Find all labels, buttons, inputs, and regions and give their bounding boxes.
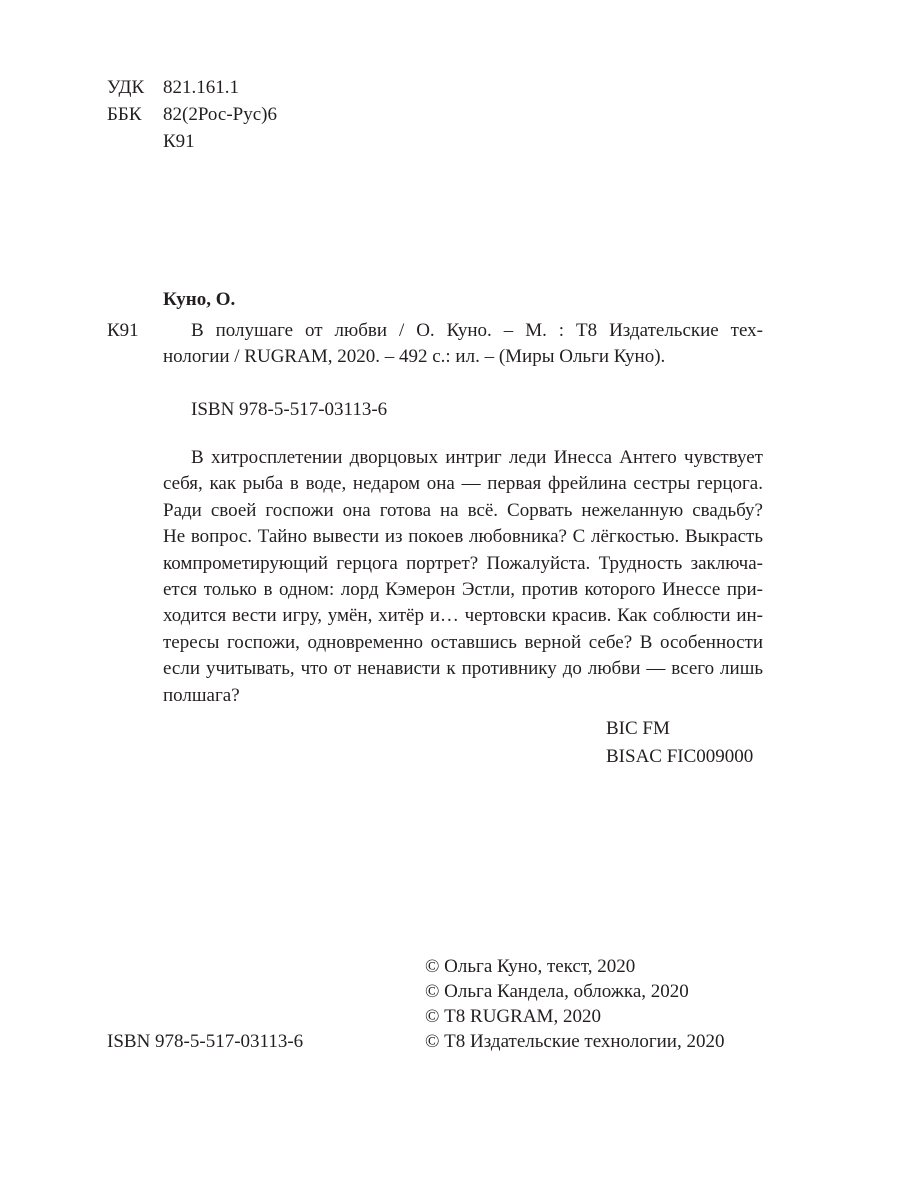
copyright-block — [425, 954, 724, 1054]
udk-row — [107, 75, 239, 101]
author-heading: Куно, О. — [163, 289, 236, 310]
copyright-line: © Ольга Кандела, обложка, 2020 — [425, 981, 689, 1002]
description-line: нологии / RUGRAM, 2020. – 492 с.: ил. – (Миры Ольги Куно). — [163, 346, 666, 367]
annotation-line: ходится вести игру, умён, хитёр и… чертовски красив. Как соблюсти ин- — [163, 605, 763, 627]
bibliographic-description — [163, 318, 763, 370]
annotation-line: если учитывать, что от ненависти к противнику до любви — всего лишь — [163, 658, 763, 680]
annotation-line: Не вопрос. Тайно вывести из покоев любовника? С лёгкостью. Выкрасть — [163, 526, 763, 548]
subject-codes — [606, 715, 753, 771]
bbk-row — [107, 102, 277, 128]
annotation-line: компрометирующий герцога портрет? Пожалуйста. Трудность заключа- — [163, 552, 763, 574]
author-mark-row — [107, 129, 195, 155]
annotation-line: тересы госпожи, одновременно оставшись верной себе? В особенности — [163, 631, 763, 653]
udk-value: 821.161.1 — [163, 77, 239, 98]
entry-author-mark: К91 — [107, 320, 139, 341]
bisac-code: BISAC FIC009000 — [606, 746, 754, 767]
copyright-line: © Т8 Издательские технологии, 2020 — [425, 1031, 725, 1052]
author-mark-value: К91 — [163, 131, 195, 152]
annotation-line: себя, как рыба в воде, недаром она — первая фрейлина сестры герцога. — [163, 473, 763, 495]
udk-label: УДК — [107, 77, 145, 98]
copyright-line: © Т8 RUGRAM, 2020 — [425, 1006, 601, 1027]
isbn-footer: ISBN 978-5-517-03113-6 — [107, 1031, 304, 1052]
annotation-paragraph — [163, 445, 763, 709]
bic-code: BIC FM — [606, 718, 670, 739]
bbk-value: 82(2Рос-Рус)6 — [163, 104, 277, 125]
annotation-line: ется только в одном: лорд Кэмерон Эстли, против которого Инессе при- — [163, 579, 763, 601]
annotation-line: Ради своей госпожи она готова на всё. Сорвать нежеланную свадьбу? — [163, 499, 763, 521]
isbn-entry: ISBN 978-5-517-03113-6 — [191, 399, 388, 420]
description-line: В полушаге от любви / О. Куно. – М. : Т8 Издательские тех- — [191, 320, 763, 341]
copyright-line: © Ольга Куно, текст, 2020 — [425, 956, 636, 977]
annotation-line: полшага? — [163, 684, 240, 706]
annotation-line: В хитросплетении дворцовых интриг леди Инесса Антего чувствует — [191, 447, 763, 468]
bbk-label: ББК — [107, 104, 142, 125]
